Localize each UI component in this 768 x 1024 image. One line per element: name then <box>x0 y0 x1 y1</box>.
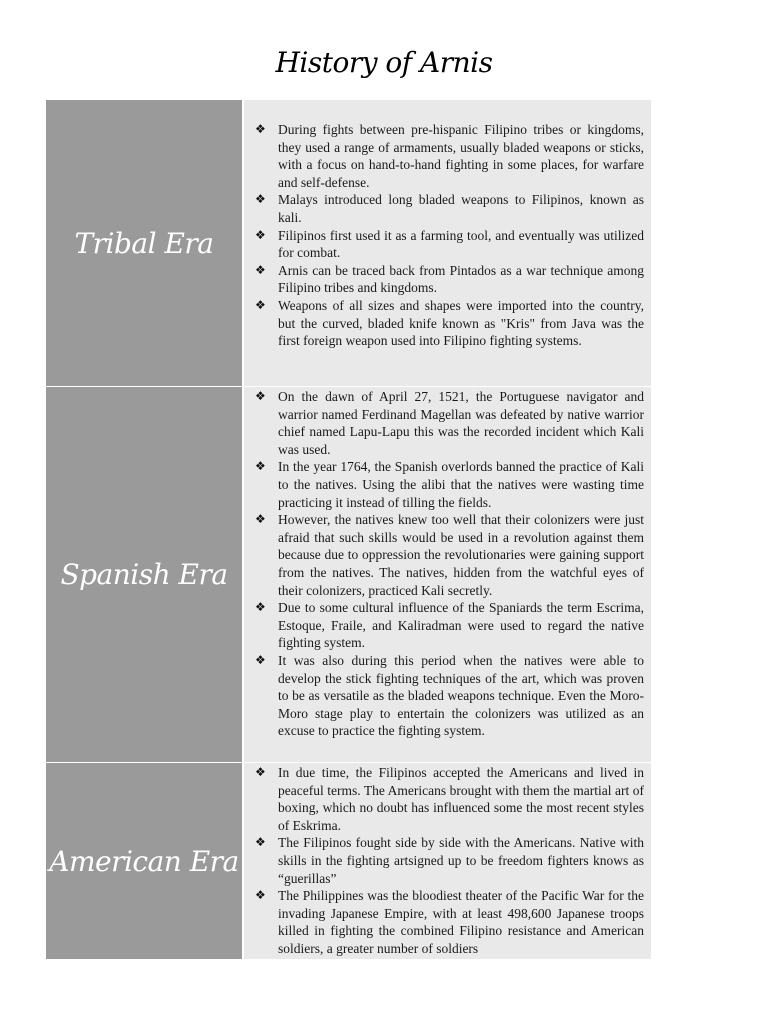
era-name: Spanish Era <box>60 558 228 591</box>
list-item <box>254 652 644 740</box>
diamond-bullet-icon: ❖ <box>255 652 266 667</box>
era-name: Tribal Era <box>74 226 214 260</box>
list-item <box>254 834 644 887</box>
list-item <box>254 121 644 191</box>
diamond-bullet-icon: ❖ <box>255 297 266 312</box>
bullet-text: On the dawn of April 27, 1521, the Portuguese navigator and warrior named Ferdinand Magellan was defeated by native warrior chief named Lapu-Lapu this was the recorded incident which Kali was used. <box>278 389 644 457</box>
diamond-bullet-icon: ❖ <box>255 262 266 277</box>
table-row-spanish-era <box>46 386 651 762</box>
era-label-cell <box>46 387 244 762</box>
diamond-bullet-icon: ❖ <box>255 512 266 527</box>
era-name: American Era <box>49 844 239 878</box>
diamond-bullet-icon: ❖ <box>255 227 266 242</box>
bullet-text: Filipinos first used it as a farming tool, and eventually was utilized for combat. <box>278 227 644 261</box>
bullet-text: However, the natives knew too well that their colonizers were just afraid that such skills would be used in a revolution against them because due to oppression the revolutionaries were gaining support from the natives. The natives, hidden from the watchful eyes of their colonizers, practiced Kali secretly. <box>278 512 644 598</box>
era-label-cell <box>46 100 244 386</box>
diamond-bullet-icon: ❖ <box>255 192 266 207</box>
history-table <box>46 100 651 959</box>
table-row-american-era <box>46 762 651 959</box>
era-content-cell <box>244 100 651 386</box>
diamond-bullet-icon: ❖ <box>255 835 266 850</box>
list-item <box>254 599 644 652</box>
list-item <box>254 764 644 834</box>
bullet-text: The Philippines was the bloodiest theater of the Pacific War for the invading Japanese Empire, with at least 498,600 Japanese troops killed in fighting the combined Filipino resistance and American soldiers, a greater number of soldiers <box>278 888 644 956</box>
list-item <box>254 297 644 350</box>
list-item <box>254 191 644 226</box>
list-item <box>254 887 644 957</box>
bullet-text: Malays introduced long bladed weapons to Filipinos, known as kali. <box>278 192 644 225</box>
bullet-text: Due to some cultural influence of the Spaniards the term Escrima, Estoque, Fraile, and Kaliradman were used to regard the native fighting system. <box>278 600 644 651</box>
bullet-text: It was also during this period when the natives were able to develop the stick fighting techniques of the art, which was proven to be as versatile as the bladed weapons technique. Even the Moro-Moro stage play to entertain the colonizers was utilized as an excuse to practice the fighting system. <box>278 652 644 739</box>
bullet-text: During fights between pre-hispanic Filipino tribes or kingdoms, they used a range of armaments, usually bladed weapons or sticks, with a focus on hand-to-hand fighting in some places, for warfare and self-defense. <box>278 122 644 190</box>
diamond-bullet-icon: ❖ <box>255 122 266 136</box>
diamond-bullet-icon: ❖ <box>255 600 266 615</box>
bullet-text: The Filipinos fought side by side with the Americans. Native with skills in the fighting artsigned up to be freedom fighters knows as “guerillas” <box>278 835 644 886</box>
diamond-bullet-icon: ❖ <box>255 888 266 903</box>
list-item <box>254 388 644 458</box>
list-item <box>254 227 644 262</box>
era-label-cell <box>46 763 244 959</box>
bullet-text: Weapons of all sizes and shapes were imported into the country, but the curved, bladed knife known as "Kris" from Java was the first foreign weapon used into Filipino fighting systems. <box>278 297 644 349</box>
bullet-text: Arnis can be traced back from Pintados as a war technique among Filipino tribes and kingdoms. <box>278 262 644 296</box>
bullet-list <box>254 388 644 740</box>
diamond-bullet-icon: ❖ <box>255 765 266 779</box>
era-content-cell <box>244 763 651 959</box>
page-title: History of Arnis <box>275 46 493 79</box>
bullet-text: In the year 1764, the Spanish overlords banned the practice of Kali to the natives. Using the alibi that the natives were wasting time practicing it instead of tilling the fields. <box>278 459 644 510</box>
bullet-text: In due time, the Filipinos accepted the Americans and lived in peaceful terms. The Americans brought with them the martial art of boxing, which no doubt has influenced some the most recent styles of Eskrima. <box>278 765 644 833</box>
era-content-cell <box>244 387 651 762</box>
list-item <box>254 511 644 599</box>
list-item <box>254 458 644 511</box>
list-item <box>254 262 644 297</box>
bullet-list <box>254 764 644 958</box>
diamond-bullet-icon: ❖ <box>255 389 266 403</box>
bullet-list <box>254 121 644 350</box>
table-row-tribal-era <box>46 100 651 386</box>
diamond-bullet-icon: ❖ <box>255 459 266 474</box>
